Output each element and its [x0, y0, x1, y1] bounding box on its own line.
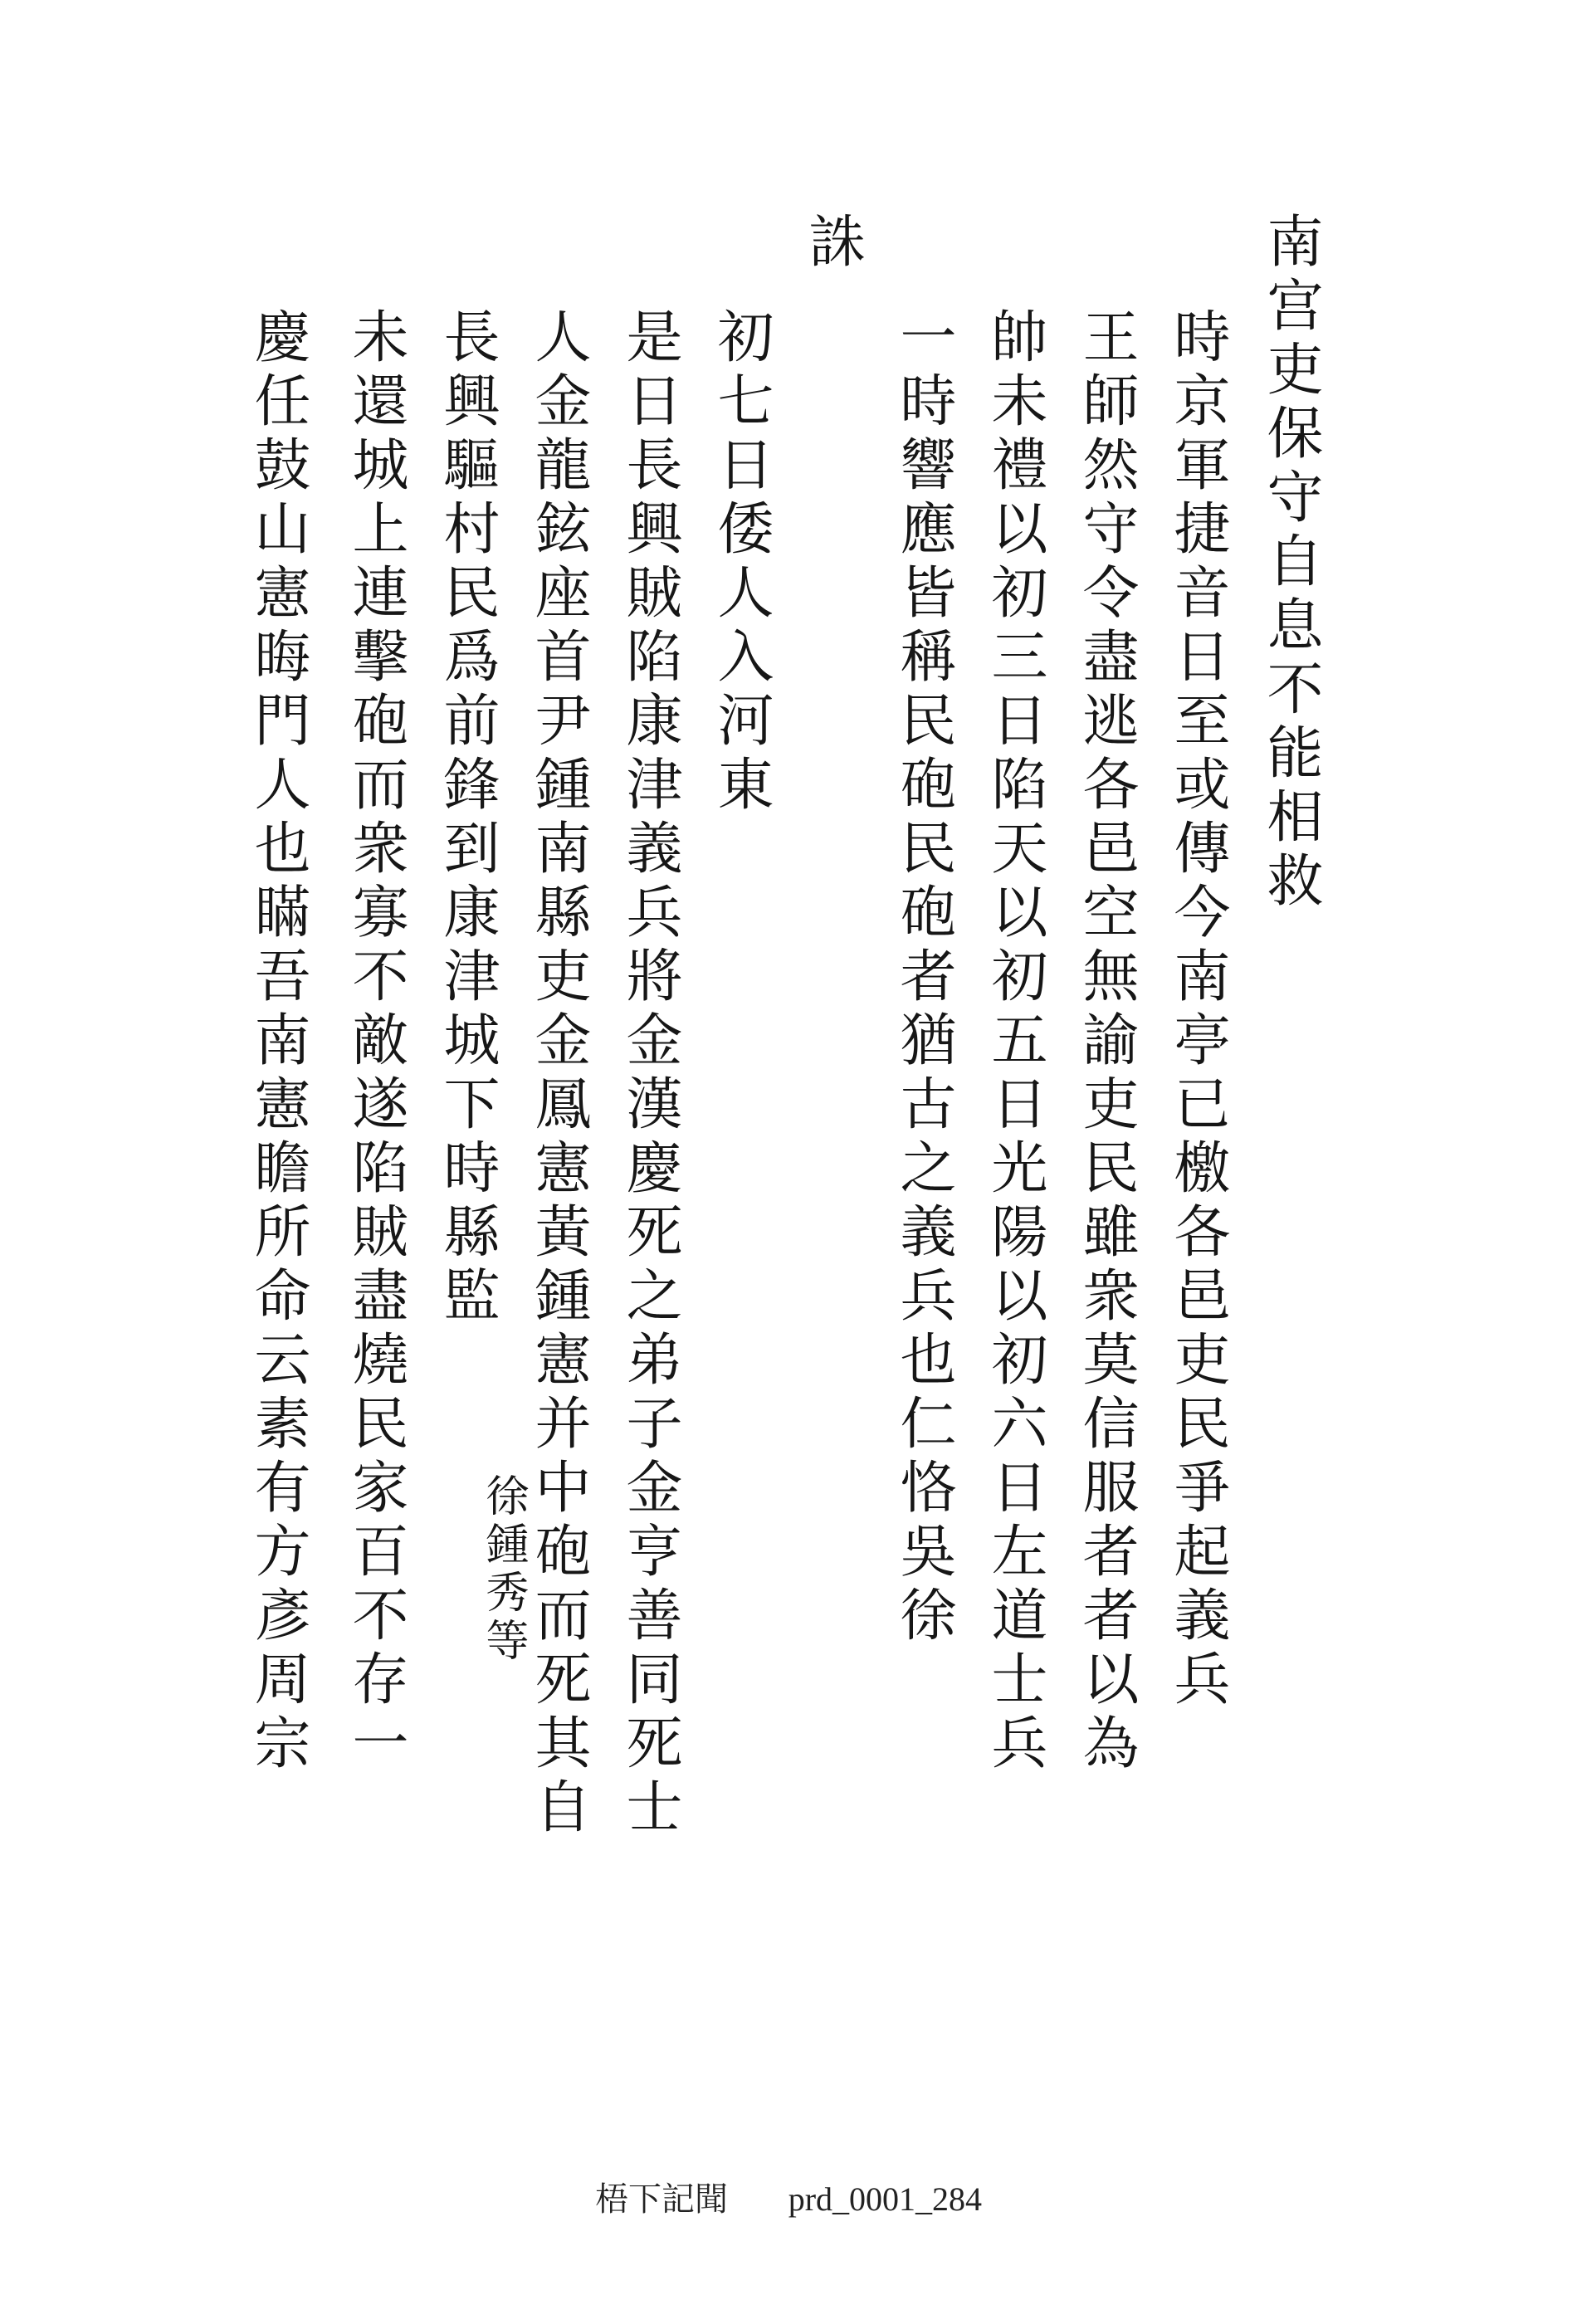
margin-note: 徐鍾秀等 [478, 1473, 528, 1666]
page-footer [0, 2173, 1577, 2220]
text-column: 王師然守令盡逃各邑空無諭吏民雖衆莫信服者者以為 [1073, 307, 1139, 1777]
text-column: 時京軍捷音日至或傳今南亭已檄各邑吏民爭起義兵 [1164, 307, 1230, 1713]
text-column: 未還城上連擊砲而衆寡不敵遂陷賊盡燒民家百不存一 [343, 307, 408, 1777]
page-code: prd_0001_284 [788, 2180, 983, 2218]
book-title: 梧下記聞 [594, 2180, 728, 2219]
manuscript-text-block [232, 212, 1323, 1888]
text-column: 長興驅村民爲前鋒到康津城下時縣監 [434, 307, 500, 1330]
text-column: 慶任鼓山憲晦門人也瞞吾南憲瞻所命云素有方彥周宗 [245, 307, 310, 1777]
text-column: 一時響應皆稱民砲民砲者猶古之義兵也仁恪吳徐 [891, 307, 956, 1649]
text-column: 誅 [799, 212, 865, 276]
text-column: 初七日倭人入河東 [708, 307, 774, 818]
text-column: 是日長興賊陷康津義兵將金漢慶死之弟子金亨善同死士 [617, 307, 682, 1841]
text-column: 帥未禮以初三日陷天以初五日光陽以初六日左道士兵 [982, 307, 1047, 1777]
text-column: 人金龍鉉座首尹鍾南縣吏金鳳憲黃鍾憲并中砲而死其自 [525, 307, 591, 1841]
text-column: 南宫吏保守自息不能相救 [1257, 212, 1323, 915]
